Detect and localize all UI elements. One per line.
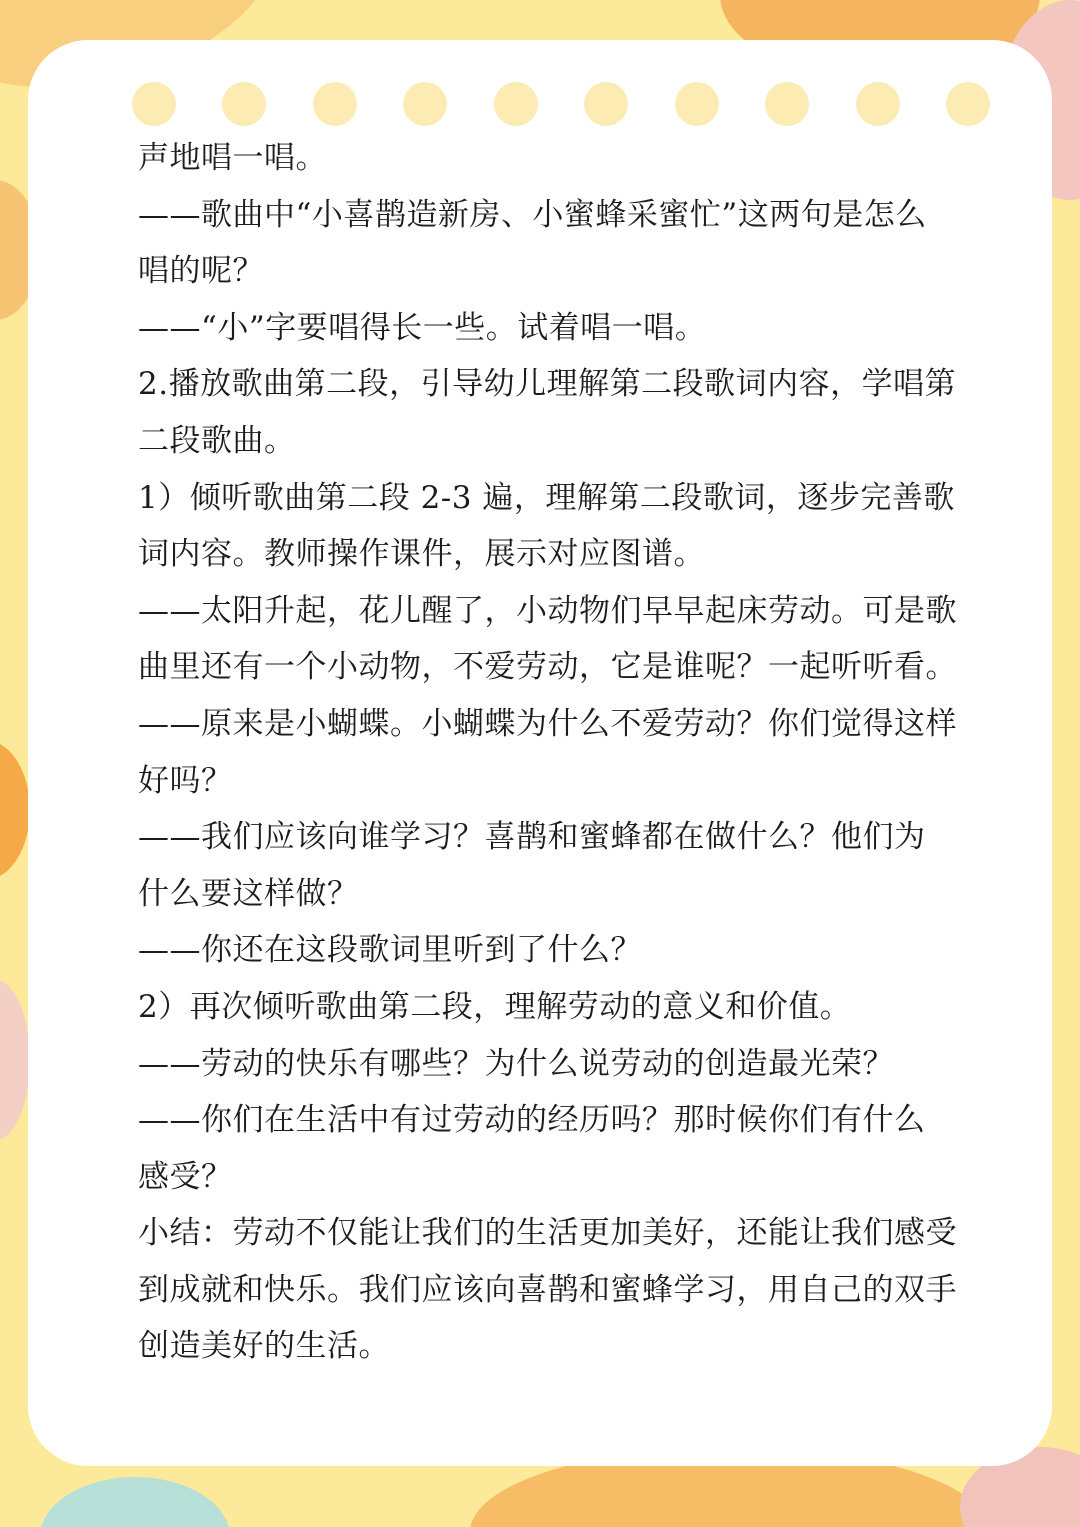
decorative-dot [313,82,357,126]
background-blob [0,740,30,880]
text-line: ——歌曲中“小喜鹊造新房、小蜜蜂采蜜忙”这两句是怎么 [138,196,927,233]
text-line: 好吗？ [138,762,233,799]
lesson-text [138,130,988,1375]
text-line: 二段歌曲。 [138,422,296,459]
text-line: 感受？ [138,1158,233,1195]
text-line: 2）再次倾听歌曲第二段，理解劳动的意义和价值。 [138,988,852,1025]
decorative-dot [765,82,809,126]
text-line: 曲里还有一个小动物，不爱劳动，它是谁呢？一起听听看。 [138,649,957,686]
text-line: ——“小”字要唱得长一些。试着唱一唱。 [138,309,707,346]
text-line: ——劳动的快乐有哪些？为什么说劳动的创造最光荣？ [138,1045,894,1082]
text-line: 创造美好的生活。 [138,1328,390,1365]
decorative-dot [584,82,628,126]
text-line: ——你还在这段歌词里听到了什么？ [138,932,642,969]
text-line: 词内容。教师操作课件，展示对应图谱。 [138,536,705,573]
decorative-dot [494,82,538,126]
text-line: 到成就和快乐。我们应该向喜鹊和蜜蜂学习，用自己的双手 [138,1271,957,1308]
text-line: ——你们在生活中有过劳动的经历吗？那时候你们有什么 [138,1102,926,1139]
background-blob [40,1477,230,1527]
decorative-dot [222,82,266,126]
decorative-dot [946,82,990,126]
text-line: 1）倾听歌曲第二段 2-3 遍，理解第二段歌词，逐步完善歌 [138,479,955,516]
text-line: ——我们应该向谁学习？喜鹊和蜜蜂都在做什么？他们为 [138,819,926,856]
decorative-dot [675,82,719,126]
decorative-dots-row [132,82,990,128]
text-line: 2.播放歌曲第二段，引导幼儿理解第二段歌词内容，学唱第 [138,366,957,403]
text-line: 小结：劳动不仅能让我们的生活更加美好，还能让我们感受 [138,1215,957,1252]
text-line: 声地唱一唱。 [138,140,327,176]
text-line: ——太阳升起，花儿醒了，小动物们早早起床劳动。可是歌 [138,592,957,629]
decorative-dot [856,82,900,126]
decorative-dot [403,82,447,126]
text-line: 唱的呢？ [138,253,264,290]
text-line: 什么要这样做？ [138,875,359,912]
background-blob [0,980,30,1140]
text-line: ——原来是小蝴蝶。小蝴蝶为什么不爱劳动？你们觉得这样 [138,705,957,742]
decorative-dot [132,82,176,126]
